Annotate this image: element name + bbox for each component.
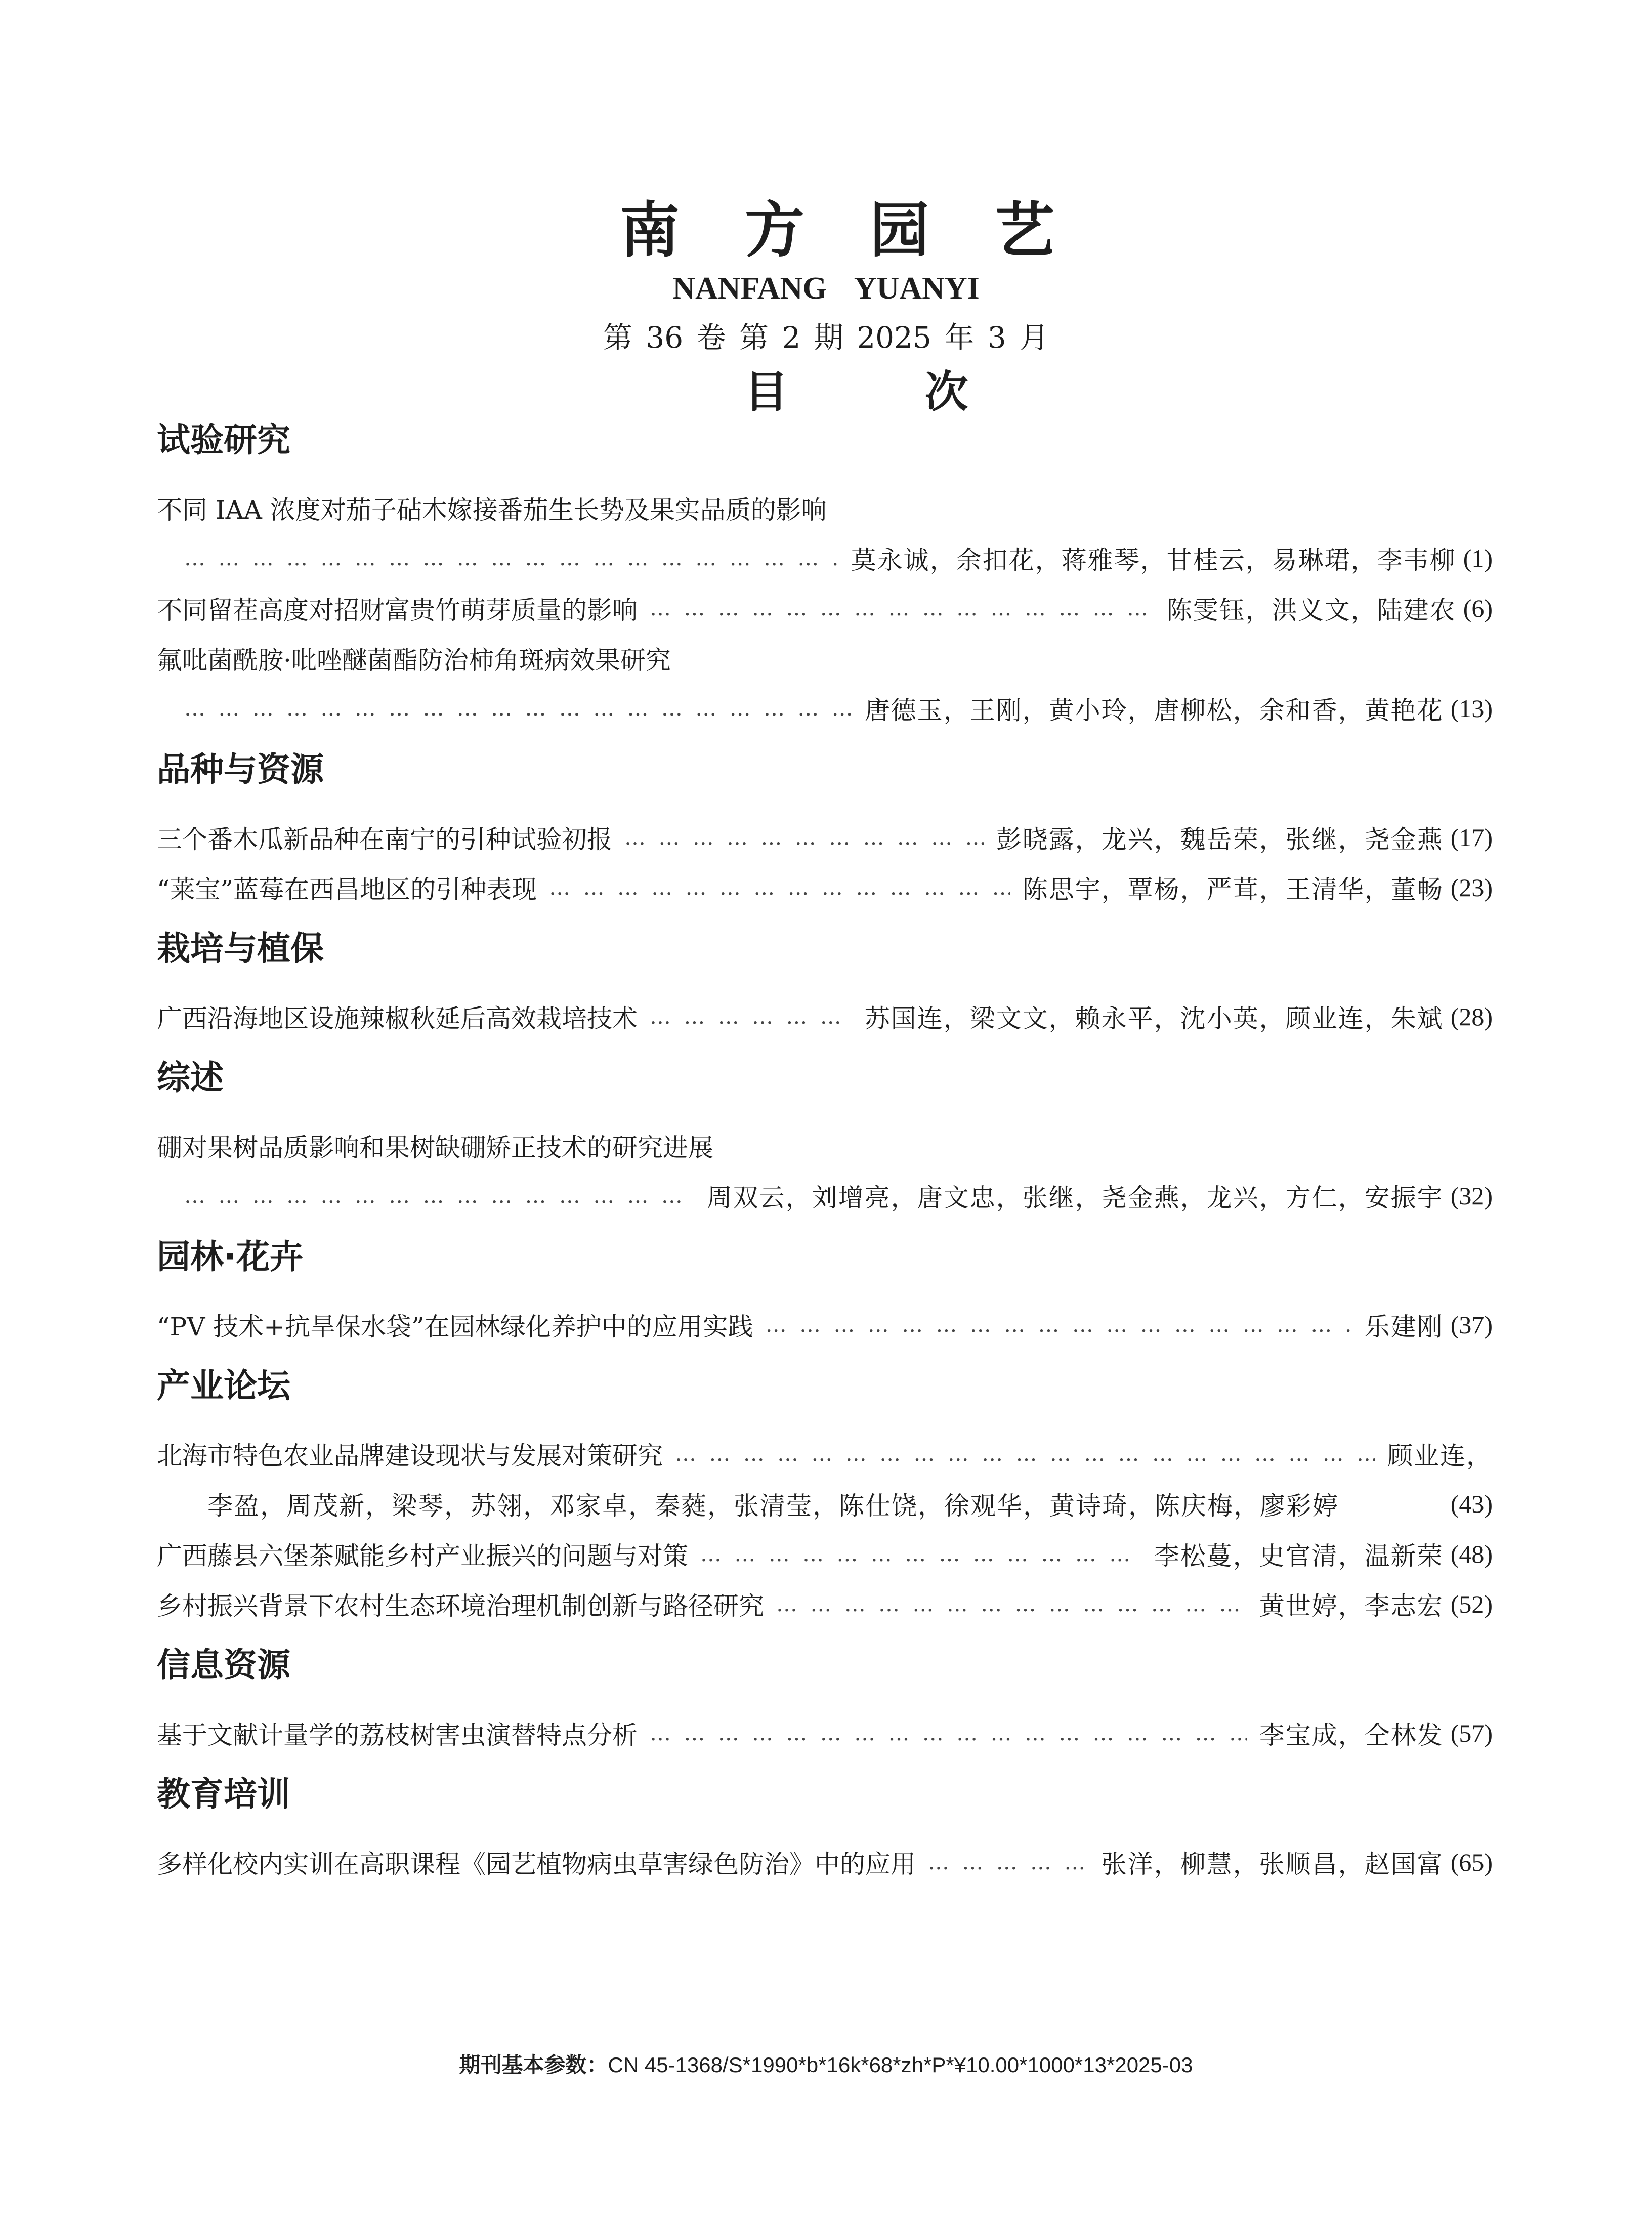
section-title: 试验研究 bbox=[157, 421, 290, 459]
article-title: “莱宝”蓝莓在西昌地区的引种表现 bbox=[157, 874, 537, 904]
article-title: 不同留茬高度对招财富贵竹萌芽质量的影响 bbox=[157, 595, 638, 625]
leader-dots bbox=[650, 1004, 853, 1029]
article-page: (43) bbox=[1450, 1489, 1493, 1518]
article-page: (1) bbox=[1463, 543, 1493, 572]
toc-entry[interactable] bbox=[157, 1299, 1493, 1350]
article-page: (28) bbox=[1450, 1002, 1493, 1031]
article-page: (52) bbox=[1450, 1589, 1493, 1618]
toc-entry[interactable] bbox=[157, 1529, 1493, 1579]
article-title: “PV 技术+抗旱保水袋”在园林绿化养护中的应用实践 bbox=[157, 1312, 753, 1341]
toc-entry[interactable] bbox=[157, 862, 1493, 912]
article-authors: 周双云，刘增亮，唐文忠，张继，尧金燕，龙兴，方仁，安振宇 bbox=[706, 1183, 1444, 1212]
leader-dots bbox=[184, 696, 853, 721]
toc-section bbox=[157, 1769, 1493, 1887]
leader-dots bbox=[184, 545, 839, 570]
leader-dots bbox=[624, 825, 984, 850]
article-title: 北海市特色农业品牌建设现状与发展对策研究 bbox=[157, 1441, 663, 1471]
article-title: 硼对果树品质影响和果树缺硼矫正技术的研究进展 bbox=[157, 1132, 713, 1162]
article-page: (65) bbox=[1450, 1847, 1493, 1876]
article-authors: 李松蔓，史官清，温新荣 bbox=[1154, 1541, 1444, 1571]
toc-entry[interactable] bbox=[157, 1579, 1493, 1629]
journal-parameters-label: 期刊基本参数： bbox=[459, 2052, 608, 2077]
article-authors: 李宝成，仝林发 bbox=[1259, 1720, 1444, 1750]
leader-dots bbox=[650, 1720, 1247, 1745]
article-authors: 苏国连，梁文文，赖永平，沈小英，顾业连，朱斌 bbox=[864, 1003, 1444, 1033]
toc-section bbox=[157, 1232, 1493, 1350]
article-title: 乡村振兴背景下农村生态环境治理机制创新与路径研究 bbox=[157, 1591, 764, 1621]
article-title: 氟吡菌酰胺·吡唑醚菌酯防治柿角斑病效果研究 bbox=[157, 645, 671, 675]
toc-entry-author-line bbox=[157, 683, 1493, 733]
journal-title: 南 方 园 艺 bbox=[619, 195, 1077, 265]
article-title: 广西藤县六堡茶赋能乡村产业振兴的问题与对策 bbox=[157, 1541, 688, 1571]
journal-parameters bbox=[0, 2048, 1652, 2079]
toc-section bbox=[157, 1053, 1493, 1221]
article-authors: 彭晓露，龙兴，魏岳荣，张继，尧金燕 bbox=[996, 824, 1444, 854]
article-page: (57) bbox=[1450, 1718, 1493, 1747]
section-title: 产业论坛 bbox=[157, 1366, 290, 1405]
leader-dots bbox=[776, 1591, 1247, 1616]
article-page: (17) bbox=[1450, 823, 1493, 852]
toc-entry[interactable] bbox=[157, 583, 1493, 633]
toc-section bbox=[157, 923, 1493, 1041]
article-authors: 黄世婷，李志宏 bbox=[1259, 1591, 1444, 1621]
toc-entry[interactable] bbox=[157, 1837, 1493, 1887]
article-authors: 莫永诚，余扣花，蒋雅琴，甘桂云，易琳珺，李韦柳 bbox=[851, 545, 1456, 575]
section-title: 信息资源 bbox=[157, 1646, 290, 1685]
article-authors: 乐建刚 bbox=[1364, 1312, 1444, 1341]
article-page: (23) bbox=[1450, 873, 1493, 902]
leader-dots bbox=[184, 1183, 695, 1208]
toc-entry-title-line[interactable] bbox=[157, 483, 1493, 533]
toc-entry[interactable] bbox=[157, 812, 1493, 862]
section-title: 品种与资源 bbox=[157, 750, 324, 789]
article-title: 广西沿海地区设施辣椒秋延后高效栽培技术 bbox=[157, 1003, 638, 1033]
toc-entry-title-line[interactable] bbox=[157, 633, 1493, 683]
toc-entry-title-line[interactable] bbox=[157, 1429, 1493, 1479]
article-page: (13) bbox=[1450, 694, 1493, 723]
issue-info: 第 36 卷 第 2 期 2025 年 3 月 bbox=[603, 320, 1049, 355]
toc-entry[interactable] bbox=[157, 1708, 1493, 1758]
toc-section bbox=[157, 1361, 1493, 1629]
section-title: 教育培训 bbox=[157, 1775, 290, 1814]
toc-entry[interactable] bbox=[157, 991, 1493, 1041]
leader-dots bbox=[650, 596, 1155, 620]
article-authors: 陈雯钰，洪义文，陆建农 bbox=[1166, 595, 1456, 625]
toc-entry-author-line bbox=[157, 1479, 1493, 1529]
article-page: (6) bbox=[1463, 594, 1493, 622]
article-authors: 张洋，柳慧，张顺昌，赵国富 bbox=[1101, 1849, 1444, 1879]
toc-entry-author-line bbox=[157, 1170, 1493, 1221]
section-title: 栽培与植保 bbox=[157, 929, 324, 968]
article-title: 不同 IAA 浓度对茄子砧木嫁接番茄生长势及果实品质的影响 bbox=[157, 495, 827, 525]
article-page: (48) bbox=[1450, 1539, 1493, 1568]
toc-entry-title-line[interactable] bbox=[157, 1120, 1493, 1170]
leader-dots bbox=[766, 1312, 1352, 1337]
journal-title-pinyin: NANFANG YUANYI bbox=[672, 271, 980, 306]
leader-dots bbox=[700, 1541, 1142, 1566]
leader-dots bbox=[675, 1441, 1375, 1466]
table-of-contents bbox=[157, 415, 1493, 1887]
toc-section bbox=[157, 1640, 1493, 1758]
leader-dots bbox=[928, 1850, 1089, 1874]
article-title: 基于文献计量学的荔枝树害虫演替特点分析 bbox=[157, 1720, 638, 1750]
article-title: 三个番木瓜新品种在南宁的引种试验初报 bbox=[157, 824, 612, 854]
leader-dots bbox=[549, 875, 1010, 900]
article-authors-continued: 李盈，周茂新，梁琴，苏翎，邓家卓，秦蕤，张清莹，陈仕饶，徐观华，黄诗琦，陈庆梅，廖彩婷 bbox=[207, 1491, 1339, 1521]
article-authors: 顾业连， bbox=[1387, 1441, 1493, 1471]
toc-section bbox=[157, 744, 1493, 912]
article-page: (37) bbox=[1450, 1310, 1493, 1339]
article-authors: 陈思宇，覃杨，严茸，王清华，董畅 bbox=[1022, 874, 1444, 904]
section-title: 综述 bbox=[157, 1058, 224, 1097]
article-page: (32) bbox=[1450, 1181, 1493, 1210]
article-title: 多样化校内实训在高职课程《园艺植物病虫草害绿色防治》中的应用 bbox=[157, 1849, 916, 1879]
toc-heading: 目 次 bbox=[744, 367, 1029, 417]
section-title: 园林·花卉 bbox=[157, 1237, 304, 1276]
toc-entry-author-line bbox=[157, 533, 1493, 583]
journal-parameters-code: CN 45-1368/S*1990*b*16k*68*zh*P*¥10.00*1000*13*2025-03 bbox=[608, 2053, 1193, 2077]
article-authors: 唐德玉，王刚，黄小玲，唐柳松，余和香，黄艳花 bbox=[864, 695, 1444, 725]
toc-section bbox=[157, 415, 1493, 733]
